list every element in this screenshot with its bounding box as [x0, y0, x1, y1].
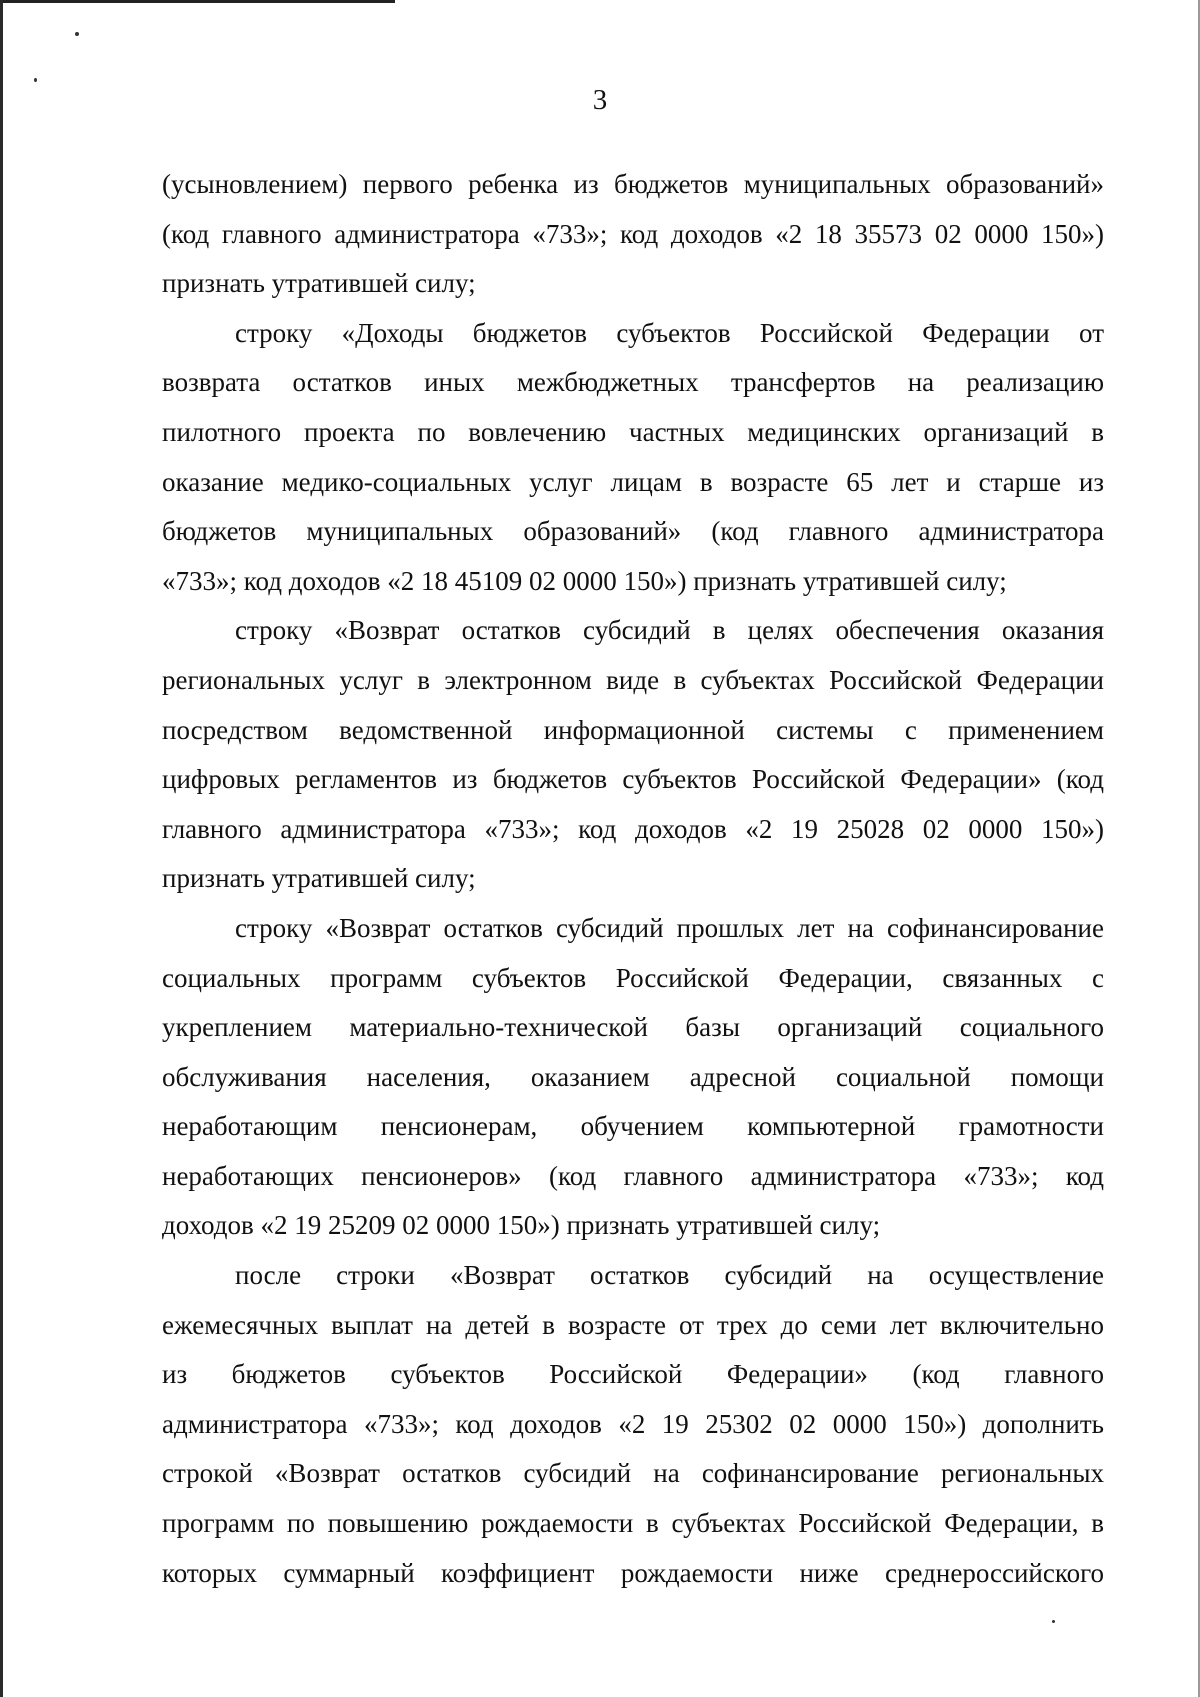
scan-speck [1052, 1620, 1055, 1623]
text-line: социальных программ субъектов Российской Федерации, связанных с [162, 962, 1104, 993]
text-line: оказание медико-социальных услуг лицам в возрасте 65 лет и старше из [162, 466, 1104, 497]
text-line: посредством ведомственной информационной системы с применением [162, 714, 1104, 745]
text-line: неработающих пенсионеров» (код главного администратора «733»; код [162, 1160, 1104, 1191]
text-line: строку «Возврат остатков субсидий прошлых лет на софинансирование [235, 912, 1104, 943]
text-line: возврата остатков иных межбюджетных трансфертов на реализацию [162, 367, 1104, 398]
text-line: которых суммарный коэффициент рождаемости ниже среднероссийского [162, 1557, 1104, 1588]
text-line: администратора «733»; код доходов «2 19 25302 02 0000 150») дополнить [162, 1408, 1104, 1439]
text-line: признать утратившей силу; [162, 268, 476, 299]
text-line: доходов «2 19 25209 02 0000 150») признать утратившей силу; [162, 1210, 881, 1241]
text-line: строку «Возврат остатков субсидий в целях обеспечения оказания [235, 615, 1104, 646]
text-line: признать утратившей силу; [162, 863, 476, 894]
text-line: «733»; код доходов «2 18 45109 02 0000 150») признать утратившей силу; [162, 565, 1007, 596]
text-line: (код главного администратора «733»; код доходов «2 18 35573 02 0000 150») [162, 218, 1104, 249]
text-line: бюджетов муниципальных образований» (код главного администратора [162, 516, 1104, 547]
scan-speck [75, 32, 79, 36]
page-number: 3 [592, 84, 608, 116]
text-line: укреплением материально-технической базы организаций социального [162, 1012, 1104, 1043]
text-line: главного администратора «733»; код доходов «2 19 25028 02 0000 150») [162, 813, 1104, 844]
text-line: из бюджетов субъектов Российской Федерации» (код главного [162, 1359, 1104, 1390]
text-line: строкой «Возврат остатков субсидий на софинансирование региональных [162, 1458, 1104, 1489]
scan-border-left [0, 0, 3, 1697]
text-line: пилотного проекта по вовлечению частных медицинских организаций в [162, 416, 1104, 447]
text-line: неработающим пенсионерам, обучением компьютерной грамотности [162, 1111, 1104, 1142]
text-line: обслуживания населения, оказанием адресной социальной помощи [162, 1061, 1104, 1092]
text-line: ежемесячных выплат на детей в возрасте от трех до семи лет включительно [162, 1309, 1104, 1340]
text-line: региональных услуг в электронном виде в субъектах Российской Федерации [162, 664, 1104, 695]
text-line: после строки «Возврат остатков субсидий на осуществление [235, 1260, 1104, 1291]
text-line: цифровых регламентов из бюджетов субъектов Российской Федерации» (код [162, 764, 1104, 795]
text-line: (усыновлением) первого ребенка из бюджетов муниципальных образований» [162, 169, 1104, 199]
text-line: программ по повышению рождаемости в субъектах Российской Федерации, в [162, 1508, 1104, 1539]
scan-border-top [0, 0, 395, 3]
document-body [162, 160, 1104, 1598]
text-line: строку «Доходы бюджетов субъектов Российской Федерации от [235, 317, 1104, 348]
